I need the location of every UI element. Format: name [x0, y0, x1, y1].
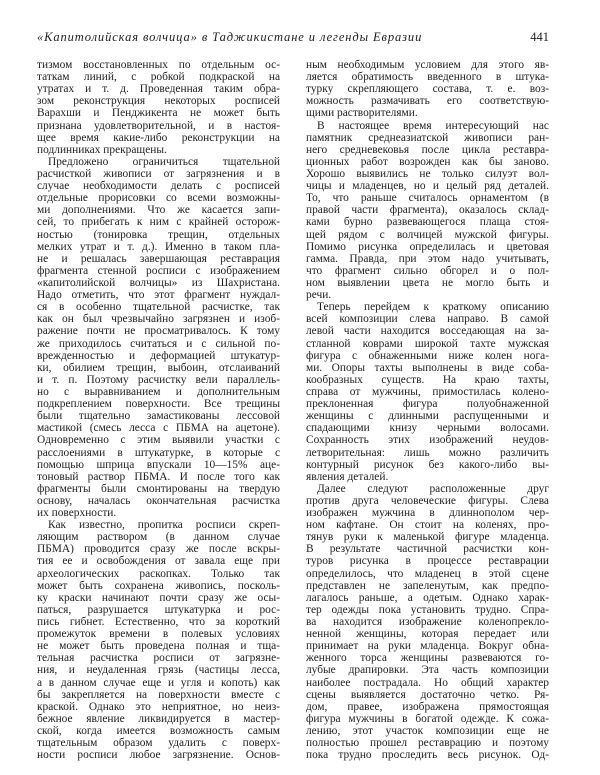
text-line: справа от мужчины, примостилась колено- — [306, 385, 549, 398]
text-line: правой части фрагмента), оказалось склад- — [306, 204, 549, 217]
text-line: не и решалась завершающая реставрация — [37, 252, 280, 265]
text-line: Сохранность этих изображений неудов- — [306, 434, 549, 447]
text-line: ПБМА) проводится сразу же после вскры- — [37, 543, 280, 556]
text-line: летворительная: лишь можно различить — [306, 446, 549, 459]
text-line: речи. — [306, 289, 332, 302]
text-line: ляется обратимость введенного в штука- — [306, 71, 549, 84]
text-line: подкреплением поверхности. Все трещины — [37, 398, 280, 411]
text-line: ным необходимым условием для этого яв- — [306, 59, 549, 71]
text-line: тянув руки к маленькой фигуре младенца. — [306, 531, 549, 544]
text-line: То, что раньше считалось орнаментом (в — [306, 192, 549, 205]
text-line: всей композиции слева направо. В самой — [306, 313, 549, 326]
text-line: Хорошо выявились не только силуэт вол- — [306, 167, 549, 180]
text-line: Надо отметить, что этот фрагмент нуждал- — [37, 289, 280, 302]
text-line: стланной коврами широкой тахте мужская — [306, 337, 549, 350]
text-line: тельная расчистка росписи от загрязне- — [37, 652, 280, 665]
text-line: не может быть проведена полная и тща- — [37, 640, 280, 653]
text-line: Далее следуют расположенные друг — [317, 482, 549, 495]
text-line: же приходилось считаться и с сильной по- — [37, 337, 280, 350]
text-line: тоновый раствор ПБМА. И после того как — [37, 470, 280, 483]
text-line: ности росписи любое загрязнение. Основ- — [37, 749, 280, 762]
text-line: щей рядом с волчицей мужской фигуры. — [306, 228, 549, 241]
text-line: подлинниках прекращены. — [37, 143, 167, 156]
text-line: промежуток времени в полевых условиях — [37, 628, 280, 641]
text-line: Теперь перейдем к краткому описанию — [317, 301, 549, 314]
text-line: кообразных существ. На краю тахты, — [306, 373, 549, 386]
text-line: ляющим раствором (в данном случае — [37, 531, 280, 544]
text-line: Как известно, пропитка росписи скреп- — [48, 519, 280, 532]
paragraph — [37, 59, 280, 156]
text-line: краской. Однако это неприятное, но неиз- — [37, 700, 280, 713]
text-line: тщательным образом удалить с поверх- — [37, 737, 280, 750]
paragraph — [37, 156, 280, 519]
text-line: памятник среднеазиатской живописи ран- — [306, 131, 549, 144]
paragraph — [306, 483, 549, 762]
text-line: врежденностью и деформацией штукатур- — [37, 349, 280, 362]
text-line: расчисткой живописи от загрязнения и в — [37, 167, 280, 180]
text-line: лубые драпировки. Эта часть композиции — [306, 664, 549, 677]
text-line: изображен мужчина в длиннополом чер- — [306, 507, 549, 520]
paragraph — [306, 120, 549, 302]
text-line: отдельные прорисовки со всеми возможны- — [37, 192, 280, 205]
text-line: против друга человеческие фигуры. Слева — [306, 494, 549, 507]
text-line: В результате частичной расчистки кон- — [306, 543, 549, 556]
text-line: были тщательно замастикованы лессовой — [37, 410, 280, 423]
text-line: зом реконструкция некоторых росписей — [37, 95, 280, 108]
text-line: Одновременно с этим выявили участки с — [37, 434, 280, 447]
text-line: пока трудно проследить весь рисунок. Од- — [306, 749, 549, 762]
text-line: ражение почти не просматривалось. К тому — [37, 325, 280, 338]
text-line: признана удовлетворительной, и в настоя- — [37, 119, 280, 132]
text-line: спадающими книзу черными волосами. — [306, 422, 549, 435]
text-line: принимает на руки младенца. Вокруг обна- — [306, 640, 549, 653]
text-line: таткам линий, с робкой подкраской на — [37, 71, 280, 84]
text-line: фрагмента стенной росписи с изображением — [37, 264, 280, 277]
text-line: ния, и неудаленная грязь (частицы лесса, — [37, 664, 280, 677]
text-line: преклоненная фигура полуобнаженной — [306, 398, 549, 411]
text-line: фигура с обнаженными ниже колен нога- — [306, 349, 549, 362]
text-line: левой части находится восседающая на за- — [306, 325, 549, 338]
text-line: а в данном случае еще и угля и копоть) как — [37, 676, 280, 689]
text-line: ку краски начинают почти сразу же осы- — [37, 591, 280, 604]
text-line: фрагменты были смонтированы на твердую — [37, 482, 280, 495]
text-line: лению, этот участок композиции еще не — [306, 725, 549, 738]
text-line: гамма. Правда, при этом надо учитывать, — [306, 252, 549, 265]
text-line: но с выравниванием и дополнительным — [37, 385, 280, 398]
text-line: мелких утрат и т. д.). Именно в таком пла- — [37, 240, 280, 253]
text-line: щее время какие-либо реконструкции на — [37, 131, 280, 144]
text-line: утратах и т. д. Проведенная таким обра- — [37, 83, 280, 96]
text-column-left — [37, 59, 280, 761]
text-line: можность размачивать его соответствую- — [306, 95, 549, 108]
text-line: лагалось раньше, а одетым. Однако харак- — [306, 591, 549, 604]
text-line: дом, правее, изображена прямостоящая — [306, 700, 549, 713]
text-line: фигура мужчины в богатой одежде. К сожа- — [306, 712, 549, 725]
text-column-right — [306, 59, 549, 761]
text-line: женного торса женщины развеваются го- — [306, 652, 549, 665]
text-line: бы закрепляется на поверхности вместе с — [37, 688, 280, 701]
text-line: контурный рисунок без какого-либо вы- — [306, 458, 549, 471]
text-line: ской, когда имеется возможность самым — [37, 725, 280, 738]
text-line: чицы и младенцев, но и целый ряд деталей. — [306, 180, 549, 193]
text-line: Варахши и Пенджикента не может быть — [37, 107, 280, 120]
text-line: полностью прошел реставрацию и поэтому — [306, 737, 549, 750]
text-line: что фрагмент сильно обгорел и о пол- — [306, 264, 549, 277]
text-line: наиболее пострадала. Но общий характер — [306, 676, 549, 689]
running-header — [37, 30, 549, 46]
text-line: ми дополнениями. Что же касается запи- — [37, 204, 280, 217]
text-line: их поверхности. — [37, 507, 117, 520]
text-line: паться, разрушается штукатурка и рос- — [37, 603, 280, 616]
paragraph — [306, 301, 549, 483]
text-line: пись гибнет. Естественно, что за короткий — [37, 616, 280, 629]
text-line: турку скрепляющего состава, т. е. воз- — [306, 83, 549, 96]
text-line: ностью (тонировка трещин, отдельных — [37, 228, 280, 241]
text-line: основу, началась окончательная расчистка — [37, 494, 280, 507]
text-line: щими растворителями. — [306, 107, 418, 120]
text-line: расслоениями в штукатурке, в которые с — [37, 446, 280, 459]
text-line: сцены выявляется достаточно четко. Ря- — [306, 688, 549, 701]
text-line: тия ее и освобождения от завала еще при — [37, 555, 280, 568]
text-line: определилось, что младенец в этой сцене — [306, 567, 549, 580]
text-line: него средневековья после цикла реставра- — [306, 143, 549, 156]
text-line: ненной женщины, которая передает или — [306, 628, 549, 641]
text-line: ном кафтане. Он стоит на коленях, про- — [306, 519, 549, 532]
text-line: туров рисунка в процессе реставрации — [306, 555, 549, 568]
text-line: помощью шприца впускали 10—15% аце- — [37, 458, 280, 471]
text-line: ми. Опоры тахты выполнены в виде соба- — [306, 361, 549, 374]
text-line: как он был чрезвычайно загрязнен и изоб- — [37, 313, 280, 326]
text-line: случае необходимости делать с росписей — [37, 180, 280, 193]
paragraph — [37, 519, 280, 761]
text-line: ся в особенно тщательной расчистке, так — [37, 301, 280, 314]
text-line: ками бурно развевающегося плаща стоя- — [306, 216, 549, 229]
text-line: и т. п. Поэтому расчистку вели параллель- — [37, 373, 280, 386]
text-line: мастикой (смесь лесса с ПБМА на ацетоне). — [37, 422, 280, 435]
text-line: тер одежды пока установить трудно. Спра- — [306, 603, 549, 616]
text-line: ном выявлении цвета не могло быть и — [306, 276, 549, 289]
paragraph — [306, 59, 549, 120]
text-line: археологических раскопках. Только так — [37, 567, 280, 580]
running-title: «Капитолийская волчица» в Таджикистане и легенды Евразии — [37, 30, 423, 44]
text-line: женщины с длинными распущенными и — [306, 410, 549, 423]
text-line: Помимо рисунка определилась и цветовая — [306, 240, 549, 253]
text-line: явления деталей. — [306, 470, 389, 483]
page-number: 441 — [530, 30, 549, 44]
text-line: ки, обилием трещин, выбоин, отслаиваний — [37, 361, 280, 374]
text-line: представлен не запеленутым, как предпо- — [306, 579, 549, 592]
text-line: сей, то прибегать к ним с крайней осторож- — [37, 216, 280, 229]
text-line: Предложено ограничиться тщательной — [48, 155, 280, 168]
text-line: В настоящее время интересующий нас — [317, 119, 549, 132]
text-line: бежное явление ликвидируется в мастер- — [37, 712, 280, 725]
text-line: тизмом восстановленных по отдельным ос- — [37, 59, 280, 71]
text-line: «капитолийской волчицы» из Шахристана. — [37, 276, 280, 289]
text-line: может быть сохранена живопись, посколь- — [37, 579, 280, 592]
text-line: ционных работ возрожден как бы заново. — [306, 155, 549, 168]
text-line: ва находится изображение коленопрекло- — [306, 616, 549, 629]
